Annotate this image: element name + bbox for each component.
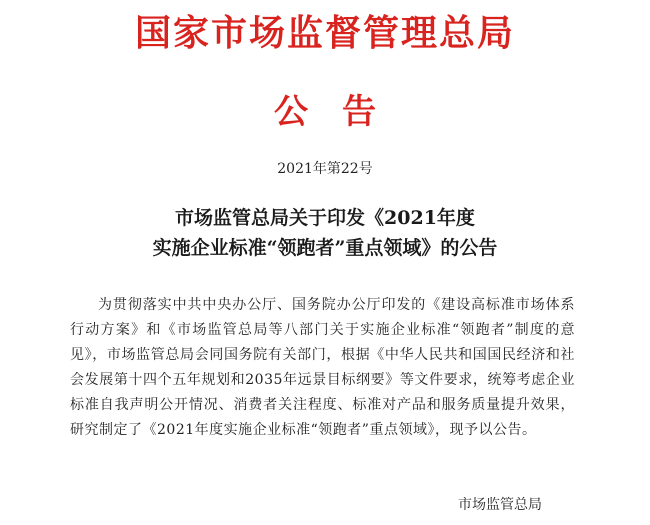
title-line-2: 实施企业标准“领跑者”重点领域》的公告 (152, 237, 498, 259)
agency-header: 国家市场监督管理总局 (134, 13, 515, 54)
body-paragraph: 为贯彻落实中共中央办公厅、国务院办公厅印发的《建设高标准市场体系行动方案》和《市场监管总局等八部门关于实施企业标准“领跑者”制度的意见》，市场监管总局会同国务院有关部门，根据《中华人民共和国国民经济和社会发展第十四个五年规划和2035年远景目标纲要》等文件要求，统筹考虑企业标准自我声明公开情况、消费者关注程度、标准对产品和服务质量提升效果，研究制定了《2021年度实施企业标准“领跑者”重点领域》，现予以公告。 (70, 297, 575, 438)
document-number: 2021年第22号 (277, 161, 373, 177)
title-line-1: 市场监管总局关于印发《2021年度 (175, 207, 475, 229)
document-type: 公告 (274, 92, 410, 132)
announcement-title (0, 203, 650, 263)
signature: 市场监管总局 (458, 497, 542, 513)
